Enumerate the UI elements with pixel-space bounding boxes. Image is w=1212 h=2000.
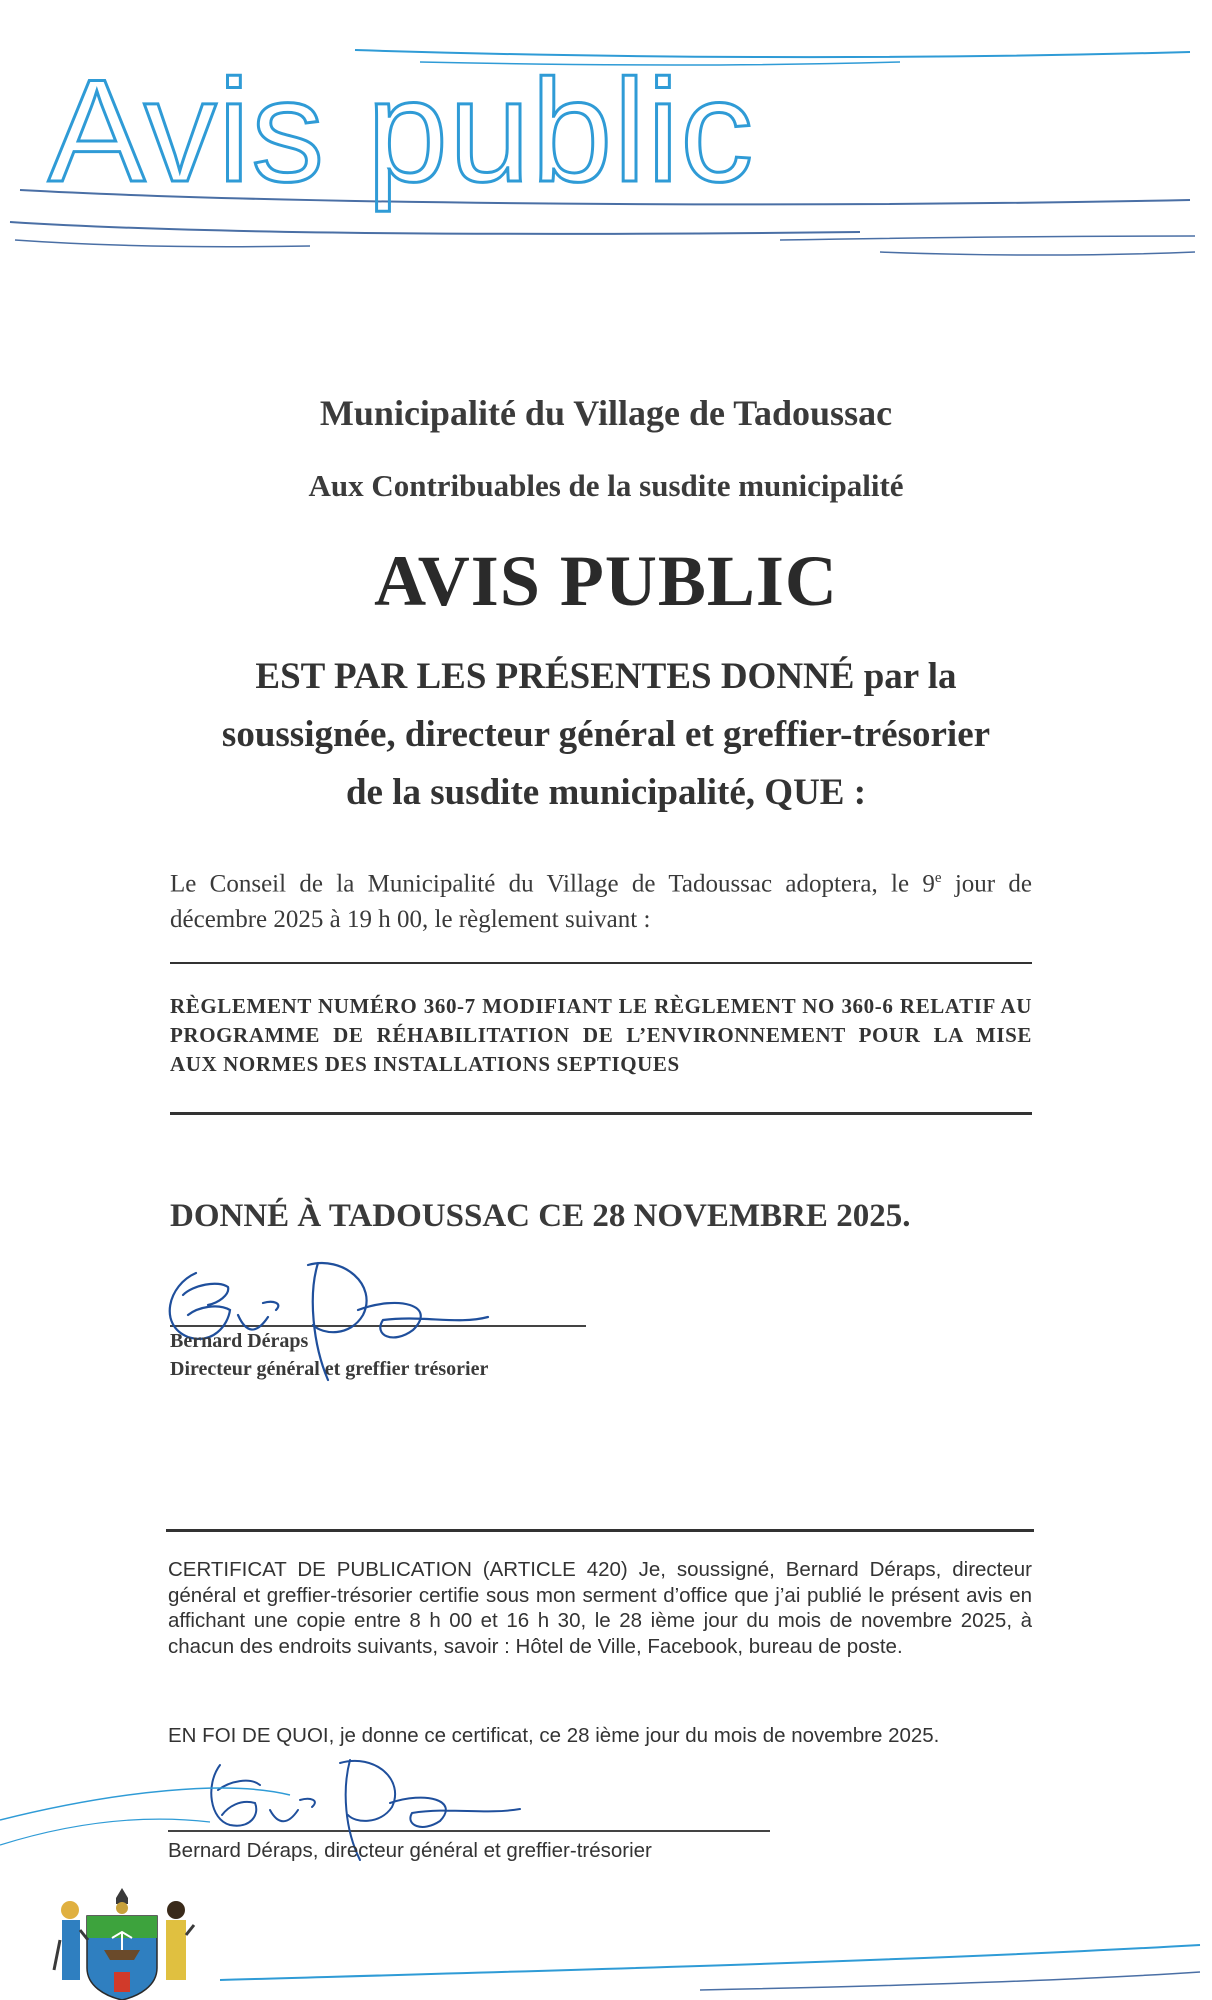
- divider-top: [170, 962, 1032, 964]
- certificate-paragraph: CERTIFICAT DE PUBLICATION (ARTICLE 420) Je, soussigné, Bernard Déraps, directeur général et greffier-trésorier certifie sous mon serment d’office que j’ai publié le présent avis en affichant une copie entre 8 h 00 et 16 h 30, le 28 ième jour du mois de novembre 2025, à chacun des endroits suivants, savoir : Hôtel de Ville, Facebook, bureau de poste.: [168, 1558, 1032, 1658]
- certificate-divider: [166, 1529, 1034, 1532]
- intro-text-end: jour de décembre 2025 à 19 h 00, le règlement suivant :: [170, 870, 1032, 934]
- preamble-line-1: EST PAR LES PRÉSENTES DONNÉ par la: [255, 656, 957, 697]
- bylaw-title: RÈGLEMENT NUMÉRO 360-7 MODIFIANT LE RÈGLEMENT NO 360-6 RELATIF AU PROGRAMME DE RÉHABILITATION DE L’ENVIRONNEMENT POUR LA MISE AUX NORMES DES INSTALLATIONS SEPTIQUES: [170, 994, 1032, 1076]
- intro-superscript: e: [934, 870, 942, 886]
- preamble: [160, 648, 1052, 822]
- intro-text-start: Le Conseil de la Municipalité du Village de Tadoussac adoptera, le 9: [170, 870, 935, 898]
- municipal-coat-of-arms-icon: [52, 1880, 202, 2000]
- certificate-signer: Bernard Déraps, directeur général et greffier-trésorier: [168, 1839, 652, 1862]
- banner-title: Avis public: [48, 49, 755, 212]
- attestation-paragraph: EN FOI DE QUOI, je donne ce certificat, ce 28 ième jour du mois de novembre 2025.: [168, 1724, 940, 1747]
- intro-paragraph: [170, 860, 1032, 938]
- recipients-line: Aux Contribuables de la susdite municipalité: [308, 468, 904, 503]
- preamble-line-3: de la susdite municipalité, QUE :: [345, 772, 867, 813]
- preamble-line-2: soussignée, directeur général et greffier-trésorier: [221, 714, 991, 755]
- signer-title: Directeur général et greffier trésorier: [170, 1358, 489, 1380]
- signer-name: Bernard Déraps: [170, 1330, 309, 1352]
- municipality-name: Municipalité du Village de Tadoussac: [319, 393, 893, 433]
- notice-title: AVIS PUBLIC: [374, 541, 838, 621]
- divider-bottom: [170, 1112, 1032, 1115]
- given-at-line: DONNÉ À TADOUSSAC CE 28 NOVEMBRE 2025.: [170, 1198, 911, 1234]
